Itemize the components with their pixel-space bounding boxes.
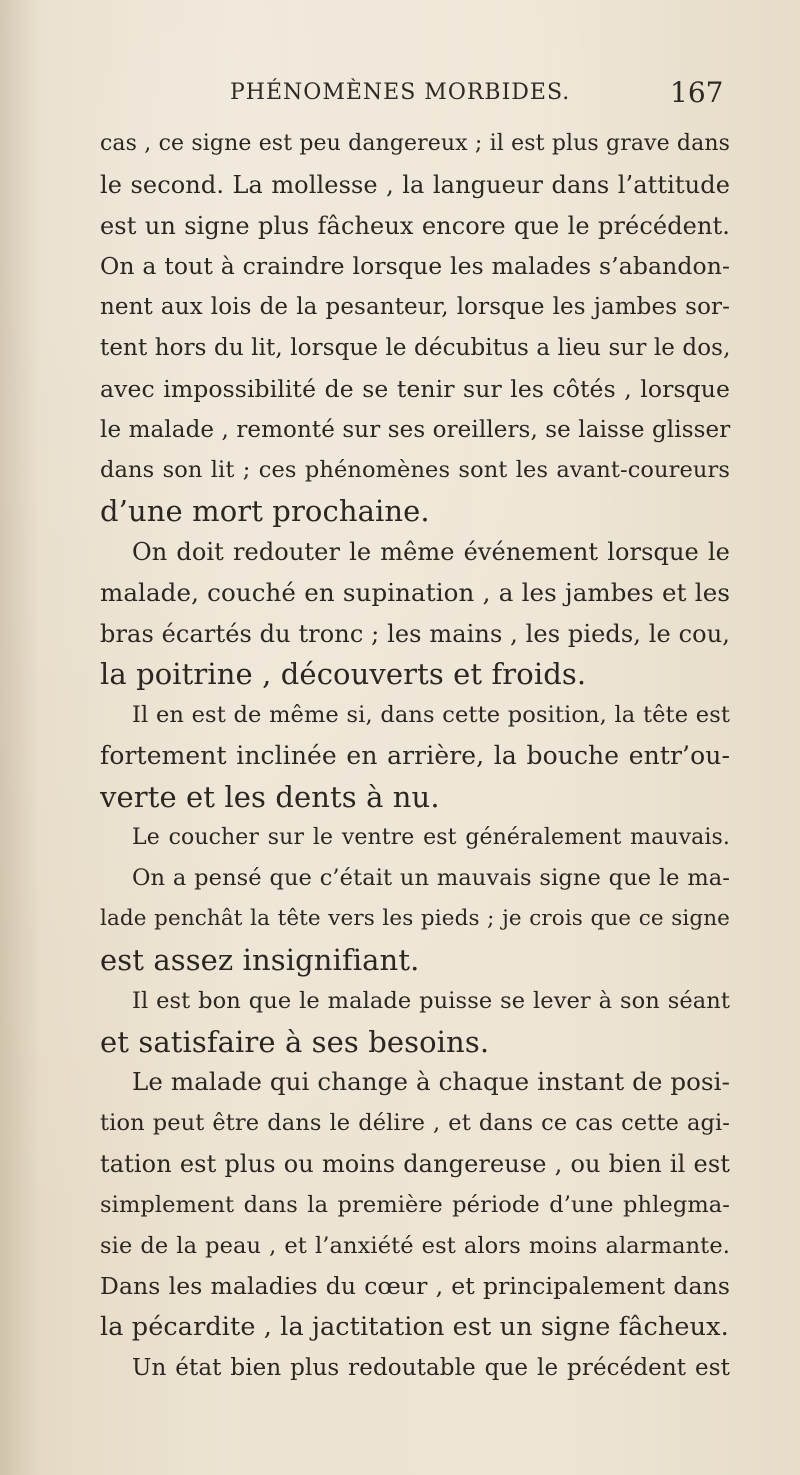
text-line: malade, couché en supination , a les jambes et les — [100, 577, 730, 607]
text-line: fortement inclinée en arrière, la bouche entr’ou- — [100, 740, 730, 770]
text-line: On a tout à craindre lorsque les malades s’abandon- — [100, 252, 730, 281]
text-line: la pécardite , la jactitation est un signe fâcheux. — [100, 1312, 729, 1343]
text-line: le malade , remonté sur ses oreillers, se laisse glisser — [100, 416, 731, 443]
text-line: Le malade qui change à chaque instant de posi- — [132, 1067, 730, 1097]
text-line: le second. La mollesse , la langueur dans l’attitude — [100, 170, 730, 199]
text-line: bras écartés du tronc ; les mains , les pieds, le cou, — [100, 619, 730, 648]
text-line: Il en est de même si, dans cette position, la tête est — [132, 702, 730, 729]
text-line: verte et les dents à nu. — [100, 779, 440, 814]
text-line: sie de la peau , et l’anxiété est alors moins alarmante. — [100, 1232, 730, 1259]
page-number: 167 — [670, 76, 724, 109]
text-line: On a pensé que c’était un mauvais signe que le ma- — [132, 865, 730, 892]
text-line: est assez insignifiant. — [100, 942, 420, 977]
text-line: et satisfaire à ses besoins. — [100, 1024, 490, 1059]
text-line: Un état bien plus redoutable que le précédent est — [132, 1354, 730, 1381]
text-line: dans son lit ; ces phénomènes sont les avant-coureurs — [100, 457, 730, 484]
text-line: lade penchât la tête vers les pieds ; je crois que ce signe — [100, 906, 730, 932]
running-title: PHÉNOMÈNES MORBIDES. — [230, 80, 571, 105]
text-line: tion peut être dans le délire , et dans ce cas cette agi- — [100, 1110, 730, 1137]
body-text — [100, 124, 730, 1389]
text-line: On doit redouter le même événement lorsque le — [132, 537, 730, 566]
text-line: Dans les maladies du cœur , et principalement dans — [100, 1272, 730, 1301]
text-line: tent hors du lit, lorsque le décubitus a lieu sur le dos, — [100, 334, 731, 361]
text-line: simplement dans la première période d’une phlegma- — [100, 1191, 730, 1218]
text-line: la poitrine , découverts et froids. — [100, 657, 587, 692]
text-line: d’une mort prochaine. — [100, 494, 430, 529]
text-line: Il est bon que le malade puisse se lever à son séant — [132, 987, 730, 1014]
text-line: avec impossibilité de se tenir sur les côtés , lorsque — [100, 374, 730, 403]
text-line: est un signe plus fâcheux encore que le précédent. — [100, 211, 730, 240]
running-head — [0, 76, 800, 110]
text-line: cas , ce signe est peu dangereux ; il est plus grave dans — [100, 131, 730, 156]
text-line: tation est plus ou moins dangereuse , ou bien il est — [100, 1149, 730, 1178]
text-line: nent aux lois de la pesanteur, lorsque les jambes sor- — [100, 294, 730, 321]
text-line: Le coucher sur le ventre est généralement mauvais. — [132, 824, 730, 850]
